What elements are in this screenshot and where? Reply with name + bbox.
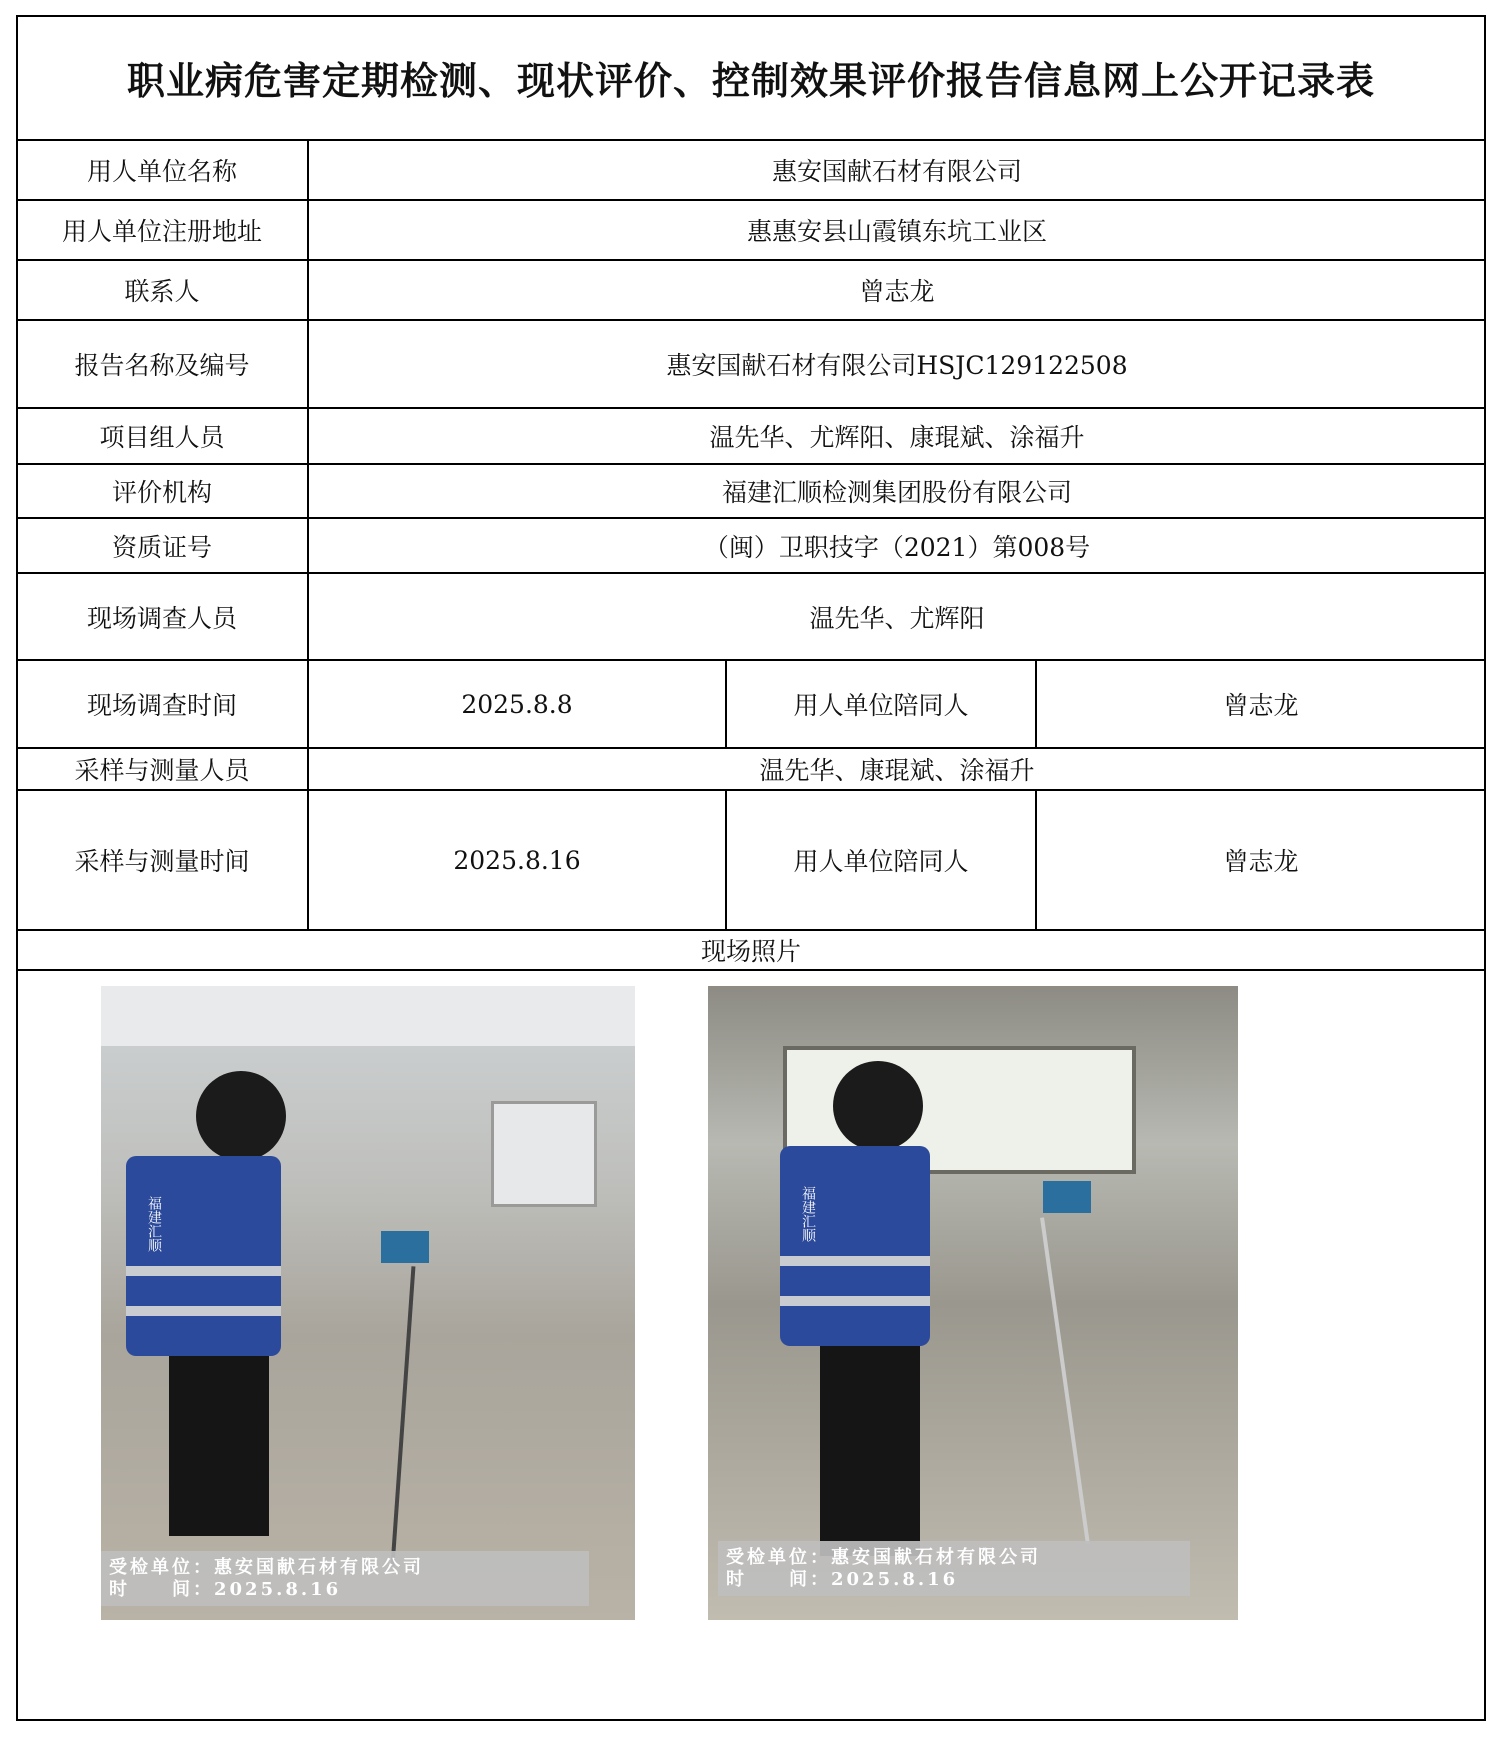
tripod (1040, 1217, 1090, 1544)
label-employer-name: 用人单位名称 (86, 157, 237, 186)
site-photo-1 (101, 986, 635, 1620)
value-survey-companion: 曾志龙 (1223, 691, 1299, 720)
value-sampling-companion: 曾志龙 (1223, 847, 1299, 876)
value-evaluation-agency: 福建汇顺检测集团股份有限公司 (721, 478, 1072, 507)
value-survey-staff: 温先华、尤辉阳 (809, 603, 985, 633)
watermark-time: 时 间：2025.8.16 (726, 1569, 959, 1590)
photo-watermark (718, 1541, 1190, 1596)
ceiling (101, 986, 635, 1046)
value-sampling-staff: 温先华、康琨斌、涂福升 (759, 756, 1035, 785)
label-certificate-no: 资质证号 (111, 532, 212, 562)
value-contact: 曾志龙 (859, 277, 935, 306)
value-employer-name: 惠安国献石材有限公司 (771, 157, 1022, 186)
label-sampling-companion: 用人单位陪同人 (793, 847, 969, 876)
label-survey-companion: 用人单位陪同人 (793, 691, 969, 720)
sampling-instrument (1043, 1181, 1091, 1213)
value-survey-time: 2025.8.8 (461, 689, 573, 719)
site-photo-2 (708, 986, 1238, 1620)
value-project-team: 温先华、尤辉阳、康琨斌、涂福升 (709, 423, 1085, 452)
watermark-unit: 受检单位：惠安国献石材有限公司 (726, 1547, 1041, 1568)
sampling-instrument (381, 1231, 429, 1263)
label-survey-staff: 现场调查人员 (86, 603, 237, 633)
worker-trousers (169, 1356, 269, 1536)
value-sampling-time: 2025.8.16 (453, 845, 581, 875)
label-evaluation-agency: 评价机构 (111, 478, 212, 507)
watermark-time: 时 间：2025.8.16 (109, 1579, 342, 1600)
label-sampling-staff: 采样与测量人员 (74, 756, 250, 785)
label-report-name: 报告名称及编号 (74, 351, 250, 380)
label-project-team: 项目组人员 (99, 423, 225, 452)
value-certificate-no: （闽）卫职技字（2021）第008号 (703, 532, 1091, 562)
watermark-unit: 受检单位：惠安国献石材有限公司 (109, 1557, 424, 1578)
vest-logo: 福建汇顺 (800, 1186, 816, 1242)
page-title: 职业病危害定期检测、现状评价、控制效果评价报告信息网上公开记录表 (126, 59, 1375, 103)
vest-logo: 福建汇顺 (146, 1196, 162, 1252)
value-report-name: 惠安国献石材有限公司HSJC129122508 (666, 351, 1128, 380)
label-registered-address: 用人单位注册地址 (61, 217, 262, 246)
worker-trousers (820, 1346, 920, 1556)
worker-vest (780, 1146, 930, 1346)
photos-heading: 现场照片 (700, 937, 801, 966)
worker-head (196, 1071, 286, 1161)
value-registered-address: 惠惠安县山霞镇东坑工业区 (746, 217, 1047, 246)
worker-head (833, 1061, 923, 1151)
worker-vest (126, 1156, 281, 1356)
label-survey-time: 现场调查时间 (86, 691, 237, 720)
window (491, 1101, 597, 1207)
tripod (391, 1266, 416, 1566)
photo-watermark (101, 1551, 589, 1606)
label-sampling-time: 采样与测量时间 (74, 847, 250, 876)
label-contact: 联系人 (124, 277, 200, 306)
